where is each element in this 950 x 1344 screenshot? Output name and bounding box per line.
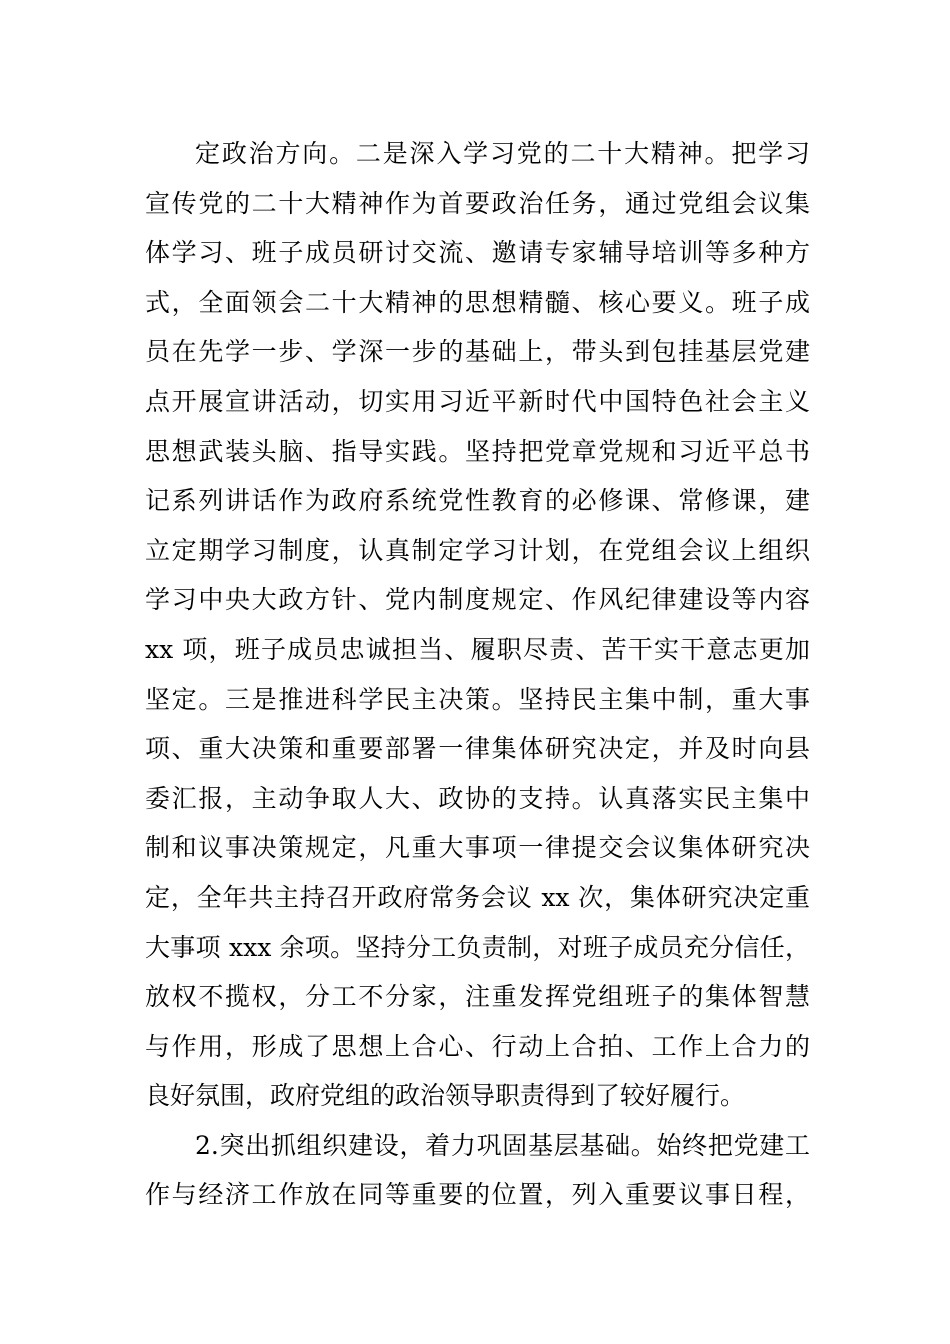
- text-line: 立定期学习制度，认真制定学习计划，在党组会议上组织: [145, 535, 810, 565]
- text-line: 员在先学一步、学深一步的基础上，带头到包挂基层党建: [145, 337, 810, 367]
- text-line: 坚定。三是推进科学民主决策。坚持民主集中制，重大事: [145, 684, 810, 714]
- text-line: 式，全面领会二十大精神的思想精髓、核心要义。班子成: [145, 287, 810, 317]
- text-line: 制和议事决策规定，凡重大事项一律提交会议集体研究决: [145, 833, 810, 863]
- text-line: 点开展宣讲活动，切实用习近平新时代中国特色社会主义: [145, 386, 810, 416]
- text-line: 定政治方向。二是深入学习党的二十大精神。把学习: [195, 139, 810, 168]
- text-line: 2.突出抓组织建设，着力巩固基层基础。始终把党建工: [195, 1130, 810, 1160]
- text-line: xx 项，班子成员忠诚担当、履职尽责、苦干实干意志更加: [145, 634, 810, 664]
- text-line: 记系列讲话作为政府系统党性教育的必修课、常修课，建: [145, 486, 810, 516]
- text-line: 学习中央大政方针、党内制度规定、作风纪律建设等内容: [145, 585, 810, 615]
- text-line: 与作用，形成了思想上合心、行动上合拍、工作上合力的: [145, 1031, 810, 1061]
- text-line: 宣传党的二十大精神作为首要政治任务，通过党组会议集: [145, 188, 810, 218]
- text-line: 委汇报，主动争取人大、政协的支持。认真落实民主集中: [145, 783, 810, 813]
- text-line: 良好氛围，政府党组的政治领导职责得到了较好履行。: [145, 1081, 746, 1111]
- text-line: 大事项 xxx 余项。坚持分工负责制，对班子成员充分信任，: [145, 932, 810, 962]
- text-line: 放权不揽权，分工不分家，注重发挥党组班子的集体智慧: [145, 982, 810, 1012]
- text-line: 项、重大决策和重要部署一律集体研究决定，并及时向县: [145, 734, 810, 764]
- text-line: 思想武装头脑、指导实践。坚持把党章党规和习近平总书: [145, 436, 810, 466]
- text-line: 体学习、班子成员研讨交流、邀请专家辅导培训等多种方: [145, 238, 810, 268]
- text-line: 定，全年共主持召开政府常务会议 xx 次，集体研究决定重: [145, 882, 810, 912]
- body-text: [145, 129, 810, 1220]
- text-line: 作与经济工作放在同等重要的位置，列入重要议事日程，: [145, 1180, 810, 1210]
